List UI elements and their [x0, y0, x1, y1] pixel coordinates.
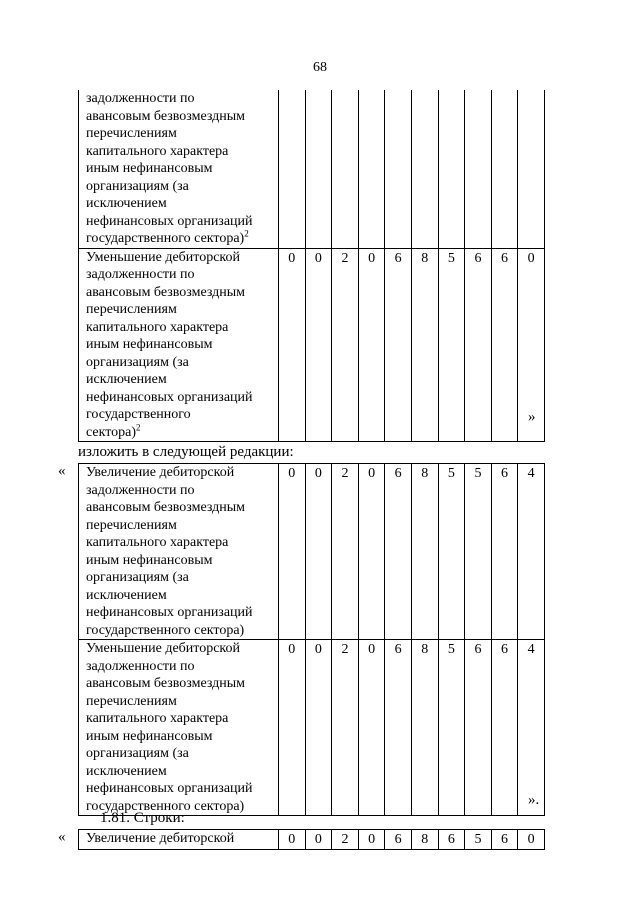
- row-description: [79, 90, 279, 248]
- code-digit-cell: [385, 90, 412, 248]
- row-description: [79, 248, 279, 442]
- code-digit-cell: [491, 90, 518, 248]
- description-line: авансовым безвозмездным: [86, 284, 246, 300]
- description-line: авансовым безвозмездным: [86, 500, 246, 515]
- code-digit-cell: 6: [491, 464, 518, 640]
- code-digit-cell: 6: [491, 248, 518, 442]
- table-mid: [78, 463, 545, 816]
- code-digit-cell: 2: [332, 464, 359, 640]
- code-digit-cell: 6: [491, 830, 518, 850]
- description-line: нефинансовых организаций: [86, 781, 253, 796]
- code-digit-cell: [465, 90, 492, 248]
- description-line: государственного сектора): [86, 622, 245, 638]
- description-line: иным нефинансовым: [86, 161, 213, 176]
- footnote-marker: 2: [136, 421, 141, 432]
- code-digit-cell: 6: [491, 640, 518, 816]
- description-line: исключением: [86, 763, 167, 779]
- section-heading: 1.81. Строки:: [100, 810, 185, 826]
- code-digit-cell: 0: [305, 248, 332, 442]
- description-line: перечислениям: [86, 693, 177, 709]
- code-digit-cell: 2: [332, 248, 359, 442]
- code-digit-cell: 8: [411, 640, 438, 816]
- description-line: организациям (за: [86, 354, 189, 370]
- code-digit-cell: 0: [305, 830, 332, 850]
- description-line: нефинансовых организаций: [86, 605, 253, 620]
- description-line: Уменьшение дебиторской: [86, 641, 241, 656]
- table-row: [79, 248, 545, 442]
- code-digit-cell: 8: [411, 464, 438, 640]
- code-digit-cell: 6: [438, 830, 465, 850]
- table-row: [79, 464, 545, 640]
- description-line: государственного сектора): [86, 798, 245, 814]
- code-digit-cell: 0: [518, 248, 545, 442]
- description-line: организациям (за: [86, 746, 189, 761]
- description-line: задолженности по: [86, 482, 195, 498]
- description-line: нефинансовых организаций: [86, 213, 253, 229]
- code-digit-cell: 6: [385, 640, 412, 816]
- description-line: иным нефинансовым: [86, 728, 213, 744]
- closing-quote-top: »: [528, 409, 536, 425]
- code-digit-cell: [438, 90, 465, 248]
- description-line: задолженности по: [86, 658, 195, 674]
- code-digit-cell: 6: [465, 640, 492, 816]
- code-digit-cell: 6: [385, 830, 412, 850]
- description-line: Уменьшение дебиторской: [86, 249, 241, 265]
- description-line: исключением: [86, 196, 167, 211]
- code-digit-cell: 0: [279, 640, 306, 816]
- opening-quote-bottom: «: [58, 829, 66, 845]
- code-digit-cell: 0: [358, 830, 385, 850]
- description-line: нефинансовых организаций: [86, 389, 253, 405]
- description-line: задолженности по: [86, 91, 195, 106]
- row-description: [79, 640, 279, 816]
- code-digit-cell: 4: [518, 640, 545, 816]
- code-digit-cell: 6: [385, 248, 412, 442]
- description-line: перечислениям: [86, 302, 177, 317]
- code-digit-cell: 0: [279, 830, 306, 850]
- code-digit-cell: 5: [465, 464, 492, 640]
- description-line: иным нефинансовым: [86, 552, 213, 568]
- code-digit-cell: 5: [438, 640, 465, 816]
- description-line: организациям (за: [86, 570, 189, 585]
- code-digit-cell: 0: [305, 640, 332, 816]
- description-line: исключением: [86, 372, 167, 387]
- code-digit-cell: 5: [438, 248, 465, 442]
- description-line: государственного сектора)$^2$: [86, 228, 249, 246]
- table-row: [79, 640, 545, 816]
- code-digit-cell: [518, 90, 545, 248]
- row-description: [79, 830, 279, 850]
- code-digit-cell: 5: [438, 464, 465, 640]
- description-line: задолженности по: [86, 267, 195, 282]
- description-line: организациям (за: [86, 178, 189, 194]
- code-digit-cell: [332, 90, 359, 248]
- description-line: государственного: [86, 407, 191, 422]
- code-digit-cell: 4: [518, 464, 545, 640]
- description-line: исключением: [86, 587, 167, 603]
- code-digit-cell: 0: [518, 830, 545, 850]
- code-digit-cell: 0: [358, 640, 385, 816]
- opening-quote-mid: «: [58, 463, 66, 479]
- description-line: капитального характера: [86, 711, 229, 726]
- code-digit-cell: 6: [385, 464, 412, 640]
- code-digit-cell: 0: [358, 464, 385, 640]
- code-digit-cell: 5: [465, 830, 492, 850]
- description-line: Увеличение дебиторской: [86, 831, 235, 846]
- code-digit-cell: 8: [411, 830, 438, 850]
- description-line: капитального характера: [86, 535, 229, 550]
- code-digit-cell: 0: [358, 248, 385, 442]
- code-digit-cell: 6: [465, 248, 492, 442]
- code-digit-cell: [358, 90, 385, 248]
- description-line: сектора)$^2$: [86, 421, 141, 440]
- code-digit-cell: 0: [279, 248, 306, 442]
- code-digit-cell: 2: [332, 830, 359, 850]
- code-digit-cell: 8: [411, 248, 438, 442]
- table-bottom: [78, 829, 545, 850]
- footnote-marker: 2: [244, 228, 249, 239]
- description-line: авансовым безвозмездным: [86, 108, 246, 124]
- table-row: [79, 830, 545, 850]
- description-line: перечислениям: [86, 126, 177, 141]
- code-digit-cell: 2: [332, 640, 359, 816]
- instruction-text: изложить в следующей редакции:: [78, 444, 294, 460]
- description-line: перечислениям: [86, 517, 177, 533]
- code-digit-cell: [305, 90, 332, 248]
- closing-quote-mid: ».: [528, 792, 540, 808]
- code-digit-cell: [411, 90, 438, 248]
- table-top: [78, 90, 545, 442]
- code-digit-cell: [279, 90, 306, 248]
- description-line: авансовым безвозмездным: [86, 676, 246, 691]
- description-line: капитального характера: [86, 143, 229, 159]
- code-digit-cell: 0: [279, 464, 306, 640]
- description-line: капитального характера: [86, 319, 229, 335]
- row-description: [79, 464, 279, 640]
- description-line: Увеличение дебиторской: [86, 465, 235, 480]
- table-row: [79, 90, 545, 248]
- description-line: иным нефинансовым: [86, 337, 213, 352]
- code-digit-cell: 0: [305, 464, 332, 640]
- page-number: 68: [313, 60, 327, 75]
